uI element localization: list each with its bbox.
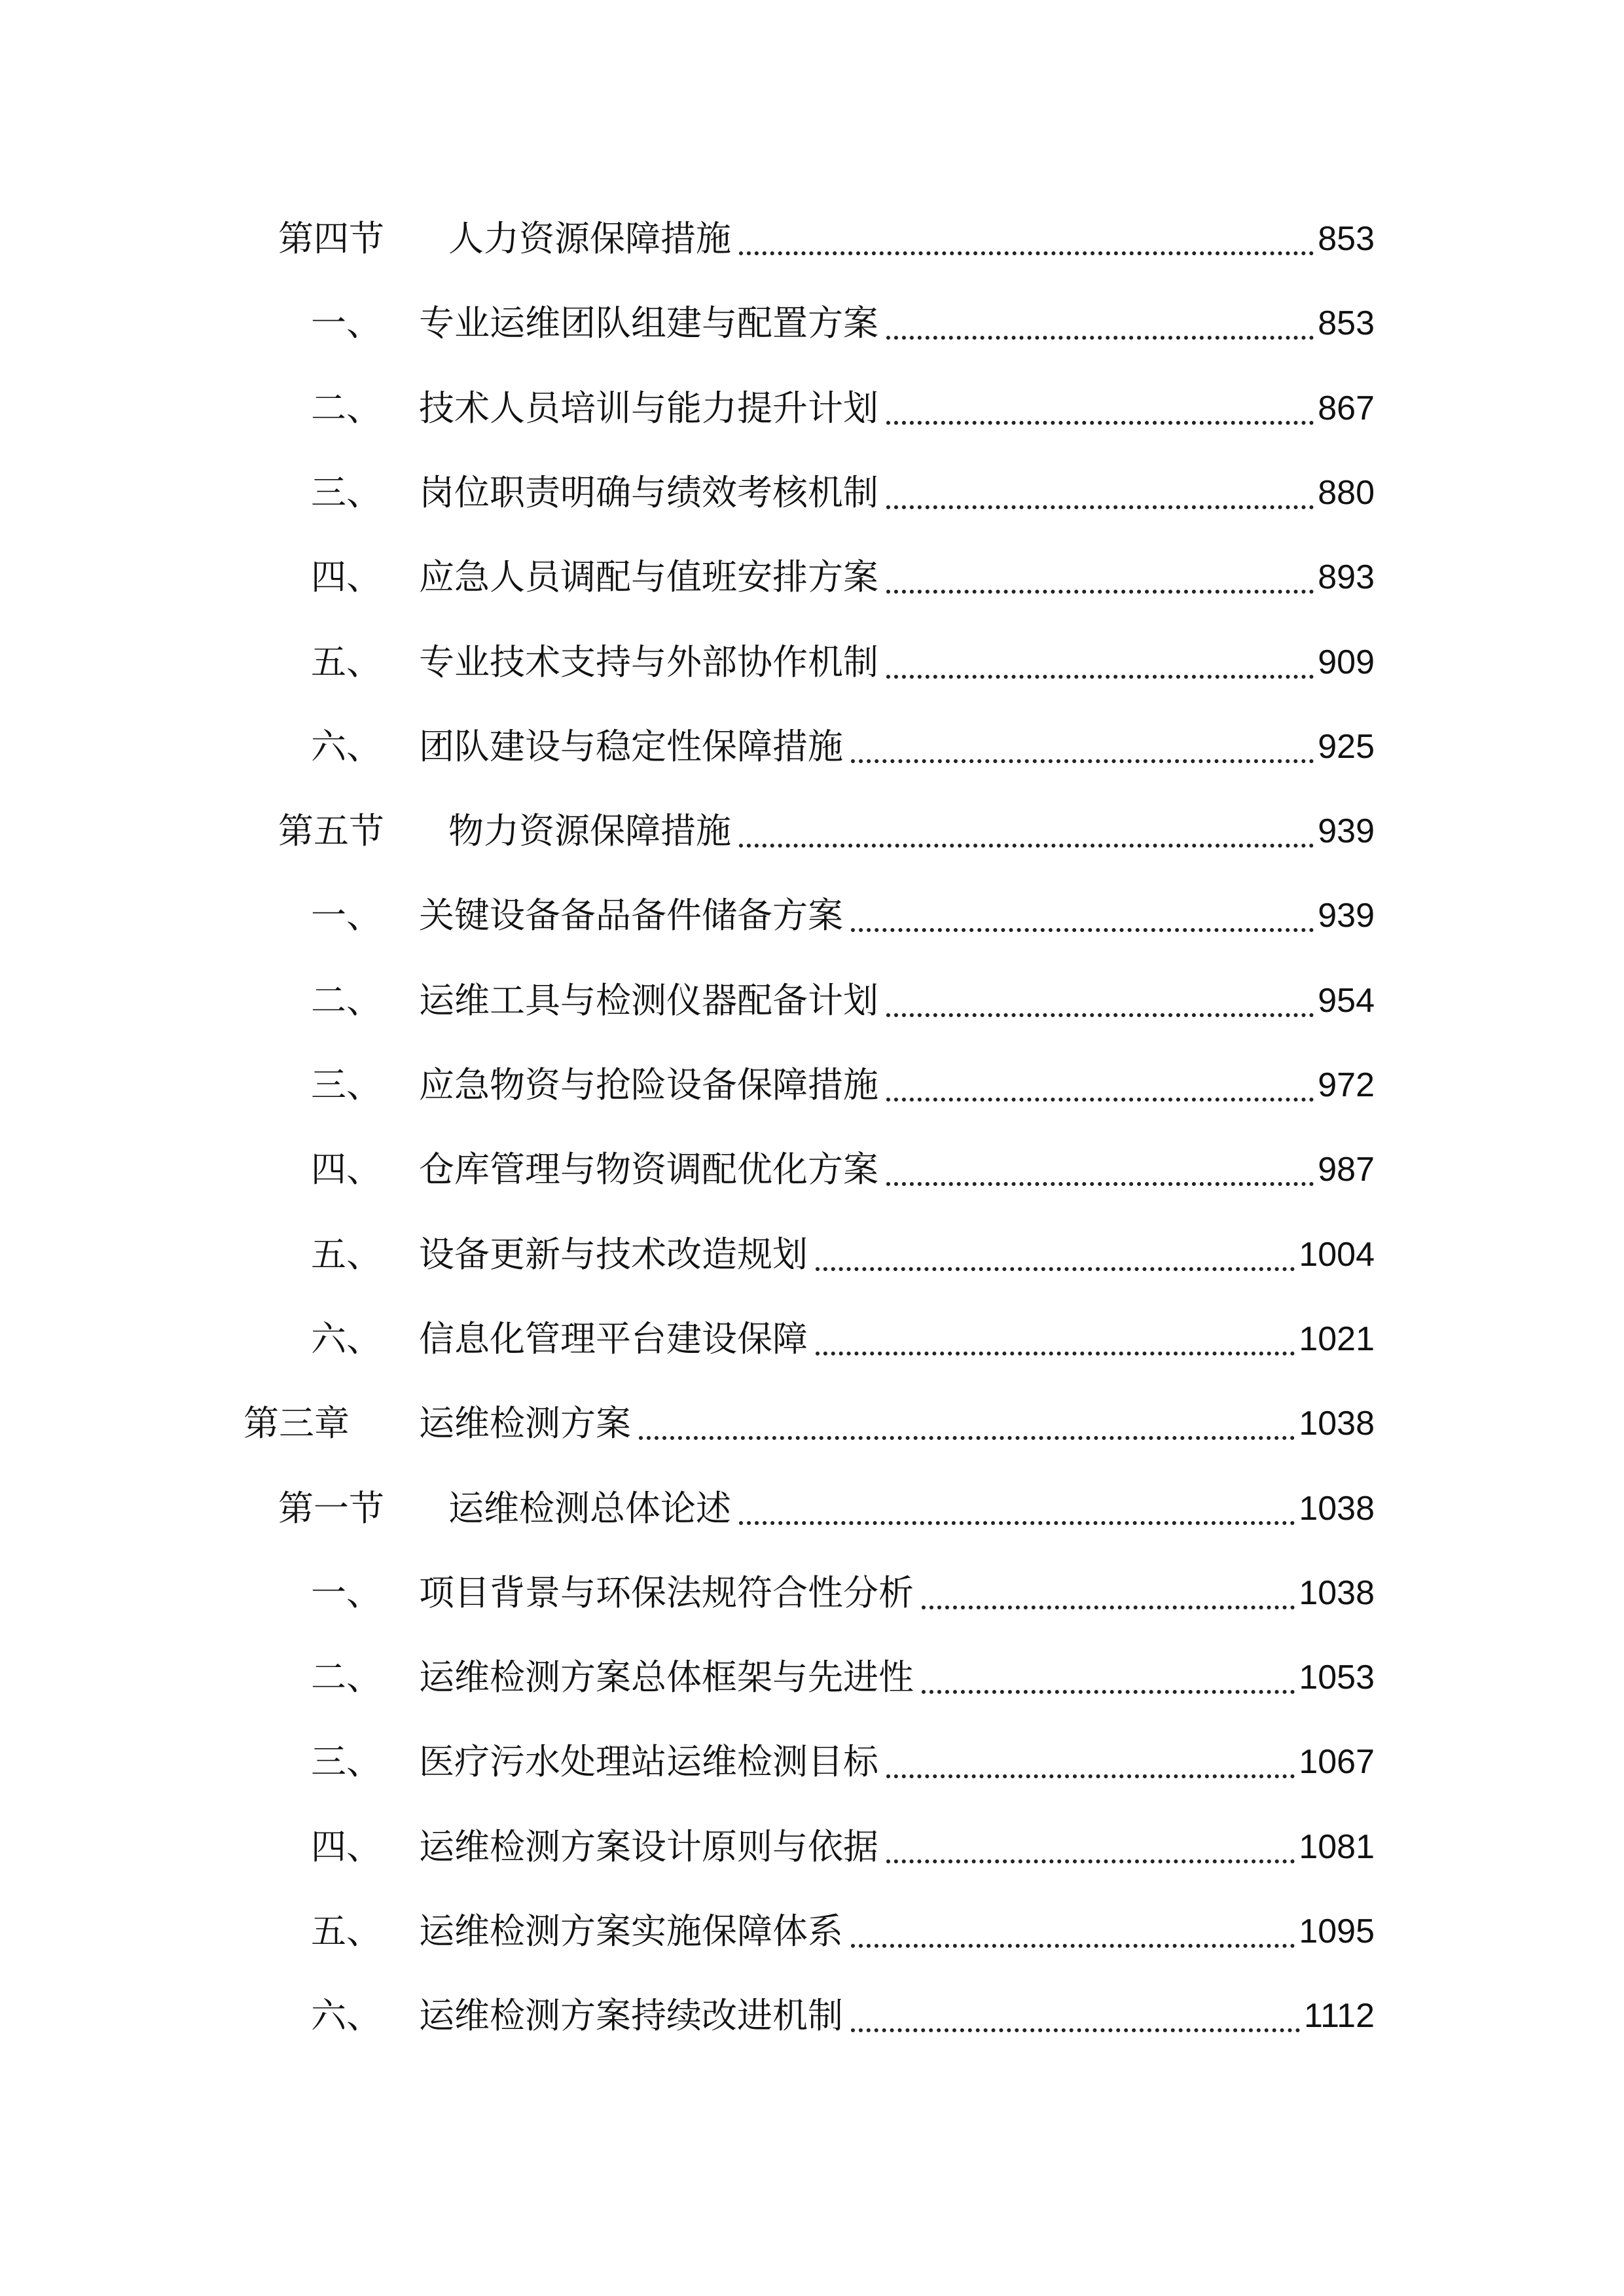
toc-entry-label: 六、 bbox=[311, 1318, 382, 1359]
toc-entry-page: 939 bbox=[1318, 897, 1375, 935]
toc-entry-page: 909 bbox=[1318, 643, 1375, 681]
toc-entry-title: 运维检测方案设计原则与依据 bbox=[419, 1825, 878, 1867]
dot-leader bbox=[851, 759, 1314, 763]
toc-entry-title: 应急物资与抢险设备保障措施 bbox=[419, 1064, 878, 1105]
toc-entry-page: 1021 bbox=[1299, 1319, 1375, 1358]
toc-entry-label: 六、 bbox=[311, 1995, 382, 2037]
toc-entry-label: 一、 bbox=[311, 1571, 382, 1613]
toc-entry-title: 团队建设与稳定性保障措施 bbox=[419, 725, 843, 767]
toc-entry-page: 987 bbox=[1318, 1151, 1375, 1189]
dot-leader bbox=[886, 590, 1314, 594]
toc-entry-0 bbox=[0, 203, 1624, 275]
toc-entry-title: 人力资源保障措施 bbox=[448, 218, 731, 259]
toc-entry-title: 仓库管理与物资调配优化方案 bbox=[419, 1149, 878, 1191]
toc-entry-title: 医疗污水处理站运维检测目标 bbox=[419, 1741, 878, 1783]
toc-entry-label: 三、 bbox=[311, 1064, 382, 1105]
toc-entry-title: 技术人员培训与能力提升计划 bbox=[419, 387, 878, 429]
toc-entry-6 bbox=[0, 711, 1624, 783]
dot-leader bbox=[886, 1859, 1295, 1863]
toc-entry-label: 五、 bbox=[311, 1910, 382, 1952]
toc-entry-18 bbox=[0, 1726, 1624, 1798]
toc-entry-label: 第三章 bbox=[244, 1403, 350, 1444]
toc-entry-title: 设备更新与技术改造规划 bbox=[419, 1233, 808, 1275]
dot-leader bbox=[851, 2028, 1300, 2032]
toc-entry-17 bbox=[0, 1641, 1624, 1713]
toc-entry-label: 第四节 bbox=[278, 218, 384, 259]
toc-entry-label: 第五节 bbox=[278, 810, 384, 852]
toc-entry-title: 运维检测总体论述 bbox=[448, 1487, 731, 1529]
dot-leader bbox=[922, 1690, 1295, 1694]
toc-entry-page: 853 bbox=[1318, 304, 1375, 343]
toc-entry-title: 运维检测方案 bbox=[419, 1403, 631, 1444]
toc-entry-title: 专业运维团队组建与配置方案 bbox=[419, 302, 878, 344]
toc-entry-page: 1038 bbox=[1299, 1489, 1375, 1528]
toc-entry-page: 1095 bbox=[1299, 1912, 1375, 1950]
dot-leader bbox=[922, 1605, 1295, 1609]
dot-leader bbox=[886, 1098, 1314, 1102]
dot-leader bbox=[886, 1182, 1314, 1186]
dot-leader bbox=[886, 1013, 1314, 1017]
toc-entry-page: 893 bbox=[1318, 558, 1375, 597]
toc-entry-21 bbox=[0, 1980, 1624, 2052]
toc-entry-14 bbox=[0, 1388, 1624, 1460]
toc-entry-title: 运维检测方案总体框架与先进性 bbox=[419, 1657, 914, 1698]
toc-entry-title: 物力资源保障措施 bbox=[448, 810, 731, 852]
toc-entry-page: 1038 bbox=[1299, 1405, 1375, 1443]
toc-entry-label: 四、 bbox=[311, 1825, 382, 1867]
toc-entry-page: 1053 bbox=[1299, 1659, 1375, 1697]
toc-entry-20 bbox=[0, 1895, 1624, 1967]
toc-entry-label: 一、 bbox=[311, 302, 382, 344]
dot-leader bbox=[639, 1436, 1295, 1440]
toc-entry-11 bbox=[0, 1134, 1624, 1206]
toc-entry-title: 关键设备备品备件储备方案 bbox=[419, 895, 843, 937]
dot-leader bbox=[739, 1521, 1295, 1525]
toc-entry-page: 1038 bbox=[1299, 1573, 1375, 1612]
toc-entry-page: 939 bbox=[1318, 812, 1375, 851]
toc-entry-label: 五、 bbox=[311, 1233, 382, 1275]
dot-leader bbox=[739, 251, 1314, 255]
dot-leader bbox=[816, 1352, 1295, 1355]
toc-entry-5 bbox=[0, 626, 1624, 698]
toc-entry-page: 954 bbox=[1318, 981, 1375, 1020]
toc-entry-page: 867 bbox=[1318, 389, 1375, 427]
toc-entry-4 bbox=[0, 541, 1624, 613]
toc-entry-15 bbox=[0, 1473, 1624, 1545]
toc-entry-1 bbox=[0, 287, 1624, 359]
toc-entry-10 bbox=[0, 1049, 1624, 1121]
toc-entry-page: 925 bbox=[1318, 727, 1375, 766]
toc-entry-16 bbox=[0, 1557, 1624, 1629]
toc-entry-label: 一、 bbox=[311, 895, 382, 937]
dot-leader bbox=[851, 1944, 1295, 1948]
toc-entry-19 bbox=[0, 1811, 1624, 1883]
toc-entry-13 bbox=[0, 1303, 1624, 1375]
toc-entry-label: 三、 bbox=[311, 471, 382, 513]
toc-entry-page: 1112 bbox=[1304, 1997, 1375, 2036]
dot-leader bbox=[886, 505, 1314, 509]
dot-leader bbox=[886, 421, 1314, 425]
toc-entry-page: 853 bbox=[1318, 220, 1375, 258]
toc-entry-12 bbox=[0, 1219, 1624, 1291]
toc-entry-title: 运维检测方案实施保障体系 bbox=[419, 1910, 843, 1952]
toc-entry-page: 880 bbox=[1318, 473, 1375, 512]
dot-leader bbox=[739, 844, 1314, 848]
dot-leader bbox=[886, 675, 1314, 679]
toc-entry-9 bbox=[0, 965, 1624, 1037]
toc-entry-label: 四、 bbox=[311, 556, 382, 598]
toc-entry-label: 三、 bbox=[311, 1741, 382, 1783]
toc-entry-label: 二、 bbox=[311, 979, 382, 1021]
dot-leader bbox=[886, 1774, 1295, 1778]
dot-leader bbox=[886, 336, 1314, 340]
toc-entry-title: 专业技术支持与外部协作机制 bbox=[419, 641, 878, 683]
toc-entry-3 bbox=[0, 457, 1624, 529]
dot-leader bbox=[851, 928, 1314, 932]
toc-entry-label: 四、 bbox=[311, 1149, 382, 1191]
toc-entry-label: 二、 bbox=[311, 387, 382, 429]
toc-entry-page: 972 bbox=[1318, 1066, 1375, 1104]
toc-entry-label: 第一节 bbox=[278, 1487, 384, 1529]
toc-entry-title: 项目背景与环保法规符合性分析 bbox=[419, 1571, 914, 1613]
toc-entry-label: 六、 bbox=[311, 725, 382, 767]
toc-entry-title: 应急人员调配与值班安排方案 bbox=[419, 556, 878, 598]
toc-entry-title: 信息化管理平台建设保障 bbox=[419, 1318, 808, 1359]
toc-entry-page: 1004 bbox=[1299, 1235, 1375, 1274]
toc-entry-title: 运维工具与检测仪器配备计划 bbox=[419, 979, 878, 1021]
dot-leader bbox=[816, 1267, 1295, 1271]
toc-entry-page: 1081 bbox=[1299, 1827, 1375, 1866]
toc-entry-title: 岗位职责明确与绩效考核机制 bbox=[419, 471, 878, 513]
toc-entry-label: 二、 bbox=[311, 1657, 382, 1698]
toc-entry-title: 运维检测方案持续改进机制 bbox=[419, 1995, 843, 2037]
toc-entry-2 bbox=[0, 372, 1624, 444]
toc-entry-page: 1067 bbox=[1299, 1743, 1375, 1782]
toc-entry-7 bbox=[0, 795, 1624, 867]
toc-entry-label: 五、 bbox=[311, 641, 382, 683]
toc-entry-8 bbox=[0, 880, 1624, 952]
